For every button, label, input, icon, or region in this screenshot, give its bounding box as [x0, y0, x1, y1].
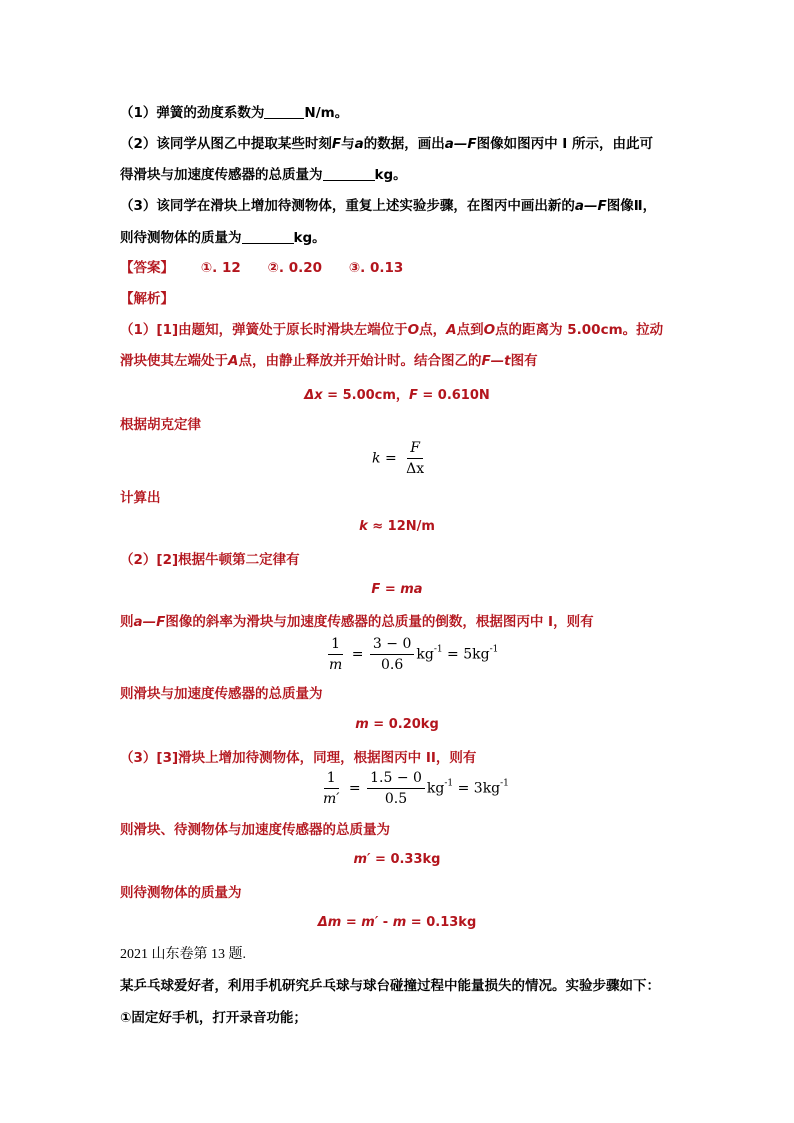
var-O: O — [407, 322, 420, 338]
q3-text-c: 则待测物体的质量为 — [120, 230, 242, 246]
fraction-1-over-m — [326, 636, 345, 673]
sup-2: -1 — [489, 644, 499, 655]
equation-dm-value — [0, 915, 794, 930]
var-F-2: F — [408, 388, 418, 403]
dx-value: = 5.00cm， — [322, 388, 409, 403]
sup-3: -1 — [444, 778, 454, 789]
equation-k-value — [0, 519, 794, 534]
q2-unit: kg。 — [374, 167, 407, 183]
fraction-slope-1 — [370, 636, 414, 673]
var-m: m — [355, 717, 369, 732]
var-aF-3: a—F — [133, 614, 166, 630]
var-aF-2: a—F — [574, 198, 607, 214]
k-value: ≈ 12N/m — [367, 519, 435, 534]
q3-text-a: （3）该同学在滑块上增加待测物体，重复上述实验步骤，在图丙中画出新的 — [120, 198, 575, 214]
var-k: k — [372, 450, 381, 467]
frac-den-4: 0.5 — [384, 791, 408, 807]
result-2: = 3kg — [453, 780, 501, 797]
question-3-line-2 — [120, 228, 326, 248]
answer-blank-2 — [323, 166, 375, 181]
F-value: = 0.610N — [417, 388, 490, 403]
answer-item-2: ②. 0.20 — [267, 260, 323, 276]
p2-text-b: 图像的斜率为滑块与加速度传感器的总质量的倒数，根据图丙中 I，则有 — [165, 614, 594, 630]
answer-blank-1 — [264, 104, 304, 119]
var-F: F — [331, 136, 342, 152]
var-aF: a—F — [444, 136, 477, 152]
frac-num-4: 1.5 − 0 — [367, 770, 425, 789]
p2-text-a: 则 — [120, 614, 134, 630]
equals-2: = — [380, 582, 401, 597]
var-mp: m′ — [353, 852, 371, 867]
calc-text: 计算出 — [120, 490, 161, 506]
p1-text-a: （1）[1]由题知，弹簧处于原长时滑块左端位于 — [120, 322, 408, 338]
q1-unit: N/m。 — [304, 105, 349, 121]
next-problem-intro: 某乒乓球爱好者，利用手机研究乒乓球与球台碰撞过程中能量损失的情况。实验步骤如下： — [120, 978, 660, 994]
hooke-law-text: 根据胡克定律 — [120, 417, 201, 433]
q2-text-a: （2）该同学从图乙中提取某些时刻 — [120, 136, 332, 152]
dm-value: = 0.13kg — [406, 915, 477, 930]
q2-text-e: 得滑块与加速度传感器的总质量为 — [120, 167, 323, 183]
equals-5: = — [341, 915, 362, 930]
fraction-slope-2 — [367, 770, 425, 807]
q1-text: （1）弹簧的劲度系数为 — [120, 105, 265, 121]
var-ma: ma — [400, 582, 423, 597]
frac-num-3: 1 — [324, 770, 339, 789]
analysis-p3-line-3: 则待测物体的质量为 — [120, 885, 242, 901]
equals-4: = — [348, 780, 361, 797]
var-dm: Δm — [317, 915, 342, 930]
q2-text-b: 与 — [341, 136, 355, 152]
analysis-p3: （3）[3]滑块上增加待测物体，同理，根据图丙中 II，则有 — [120, 750, 477, 766]
equation-inverse-mass-1 — [324, 636, 498, 673]
answer-label: 【答案】 — [120, 260, 174, 276]
equation-mp-value — [0, 852, 794, 867]
question-1 — [120, 103, 348, 123]
var-k-2: k — [359, 519, 368, 534]
equation-m-value — [0, 717, 794, 732]
sup-1: -1 — [433, 644, 443, 655]
m-value: = 0.20kg — [368, 717, 439, 732]
question-3-line-1 — [120, 196, 656, 216]
analysis-p2-line-3: 则滑块与加速度传感器的总质量为 — [120, 686, 323, 702]
mp-value: = 0.33kg — [370, 852, 441, 867]
analysis-p2-line-2 — [120, 612, 594, 632]
equation-displacement-force — [0, 384, 794, 403]
equals-3: = — [351, 646, 364, 663]
unit-kg-2: kg — [426, 780, 445, 797]
answer-item-3: ③. 0.13 — [348, 260, 404, 276]
q3-text-b: 图像Ⅱ， — [606, 198, 657, 214]
var-m-2: m — [392, 915, 407, 930]
frac-num-2: 3 − 0 — [370, 636, 414, 655]
unit-kg: kg — [416, 646, 434, 663]
sup-4: -1 — [500, 778, 509, 789]
analysis-p1-line-1 — [120, 320, 663, 340]
equation-newton — [0, 582, 794, 597]
equals-sign: = — [384, 450, 397, 467]
var-a: a — [354, 136, 364, 152]
analysis-p3-line-2: 则滑块、待测物体与加速度传感器的总质量为 — [120, 822, 390, 838]
frac-den-3: m′ — [323, 791, 340, 807]
answer-item-1: ①. 12 — [200, 260, 241, 276]
p1-text-d: 点的距离为 5.00cm。拉动 — [495, 322, 664, 338]
var-dx: Δx — [304, 388, 323, 403]
frac-num: F — [407, 440, 423, 459]
var-A: A — [446, 322, 457, 338]
var-F-3: F — [371, 582, 381, 597]
q2-text-c: 的数据，画出 — [363, 136, 445, 152]
var-A-2: A — [228, 353, 239, 369]
fraction-1-over-mp — [320, 770, 342, 807]
question-2-line-1 — [120, 134, 653, 154]
equation-inverse-mass-2 — [318, 770, 509, 807]
next-problem-step-1: ①固定好手机，打开录音功能； — [120, 1010, 307, 1026]
frac-num-1: 1 — [328, 636, 343, 655]
frac-den-1: m — [329, 657, 343, 673]
var-O-2: O — [483, 322, 496, 338]
var-mp-2: m′ — [361, 915, 379, 930]
analysis-p2: （2）[2]根据牛顿第二定律有 — [120, 552, 300, 568]
p1-text-f: 点，由静止释放并开始计时。结合图乙的 — [238, 353, 482, 369]
p1-text-c: 点到 — [456, 322, 484, 338]
q3-unit: kg。 — [293, 230, 326, 246]
result-1: = 5kg — [442, 646, 490, 663]
next-problem-source: 2021 山东卷第 13 题. — [120, 947, 246, 962]
answer-blank-3 — [242, 229, 294, 244]
q2-text-d: 图像如图丙中 I 所示，由此可 — [476, 136, 654, 152]
p1-text-g: 图有 — [510, 353, 538, 369]
analysis-p1-line-2 — [120, 351, 538, 371]
answer-row — [120, 258, 403, 278]
question-2-line-2 — [120, 165, 407, 185]
analysis-label: 【解析】 — [120, 291, 174, 307]
fraction-F-over-dx — [403, 440, 427, 477]
var-Ft: F—t — [481, 353, 511, 369]
frac-den-2: 0.6 — [381, 657, 404, 673]
frac-den: Δx — [406, 461, 425, 477]
minus: - — [378, 915, 393, 930]
p1-text-b: 点， — [419, 322, 447, 338]
p1-text-e: 滑块使其左端处于 — [120, 353, 228, 369]
equation-hooke — [372, 440, 429, 477]
